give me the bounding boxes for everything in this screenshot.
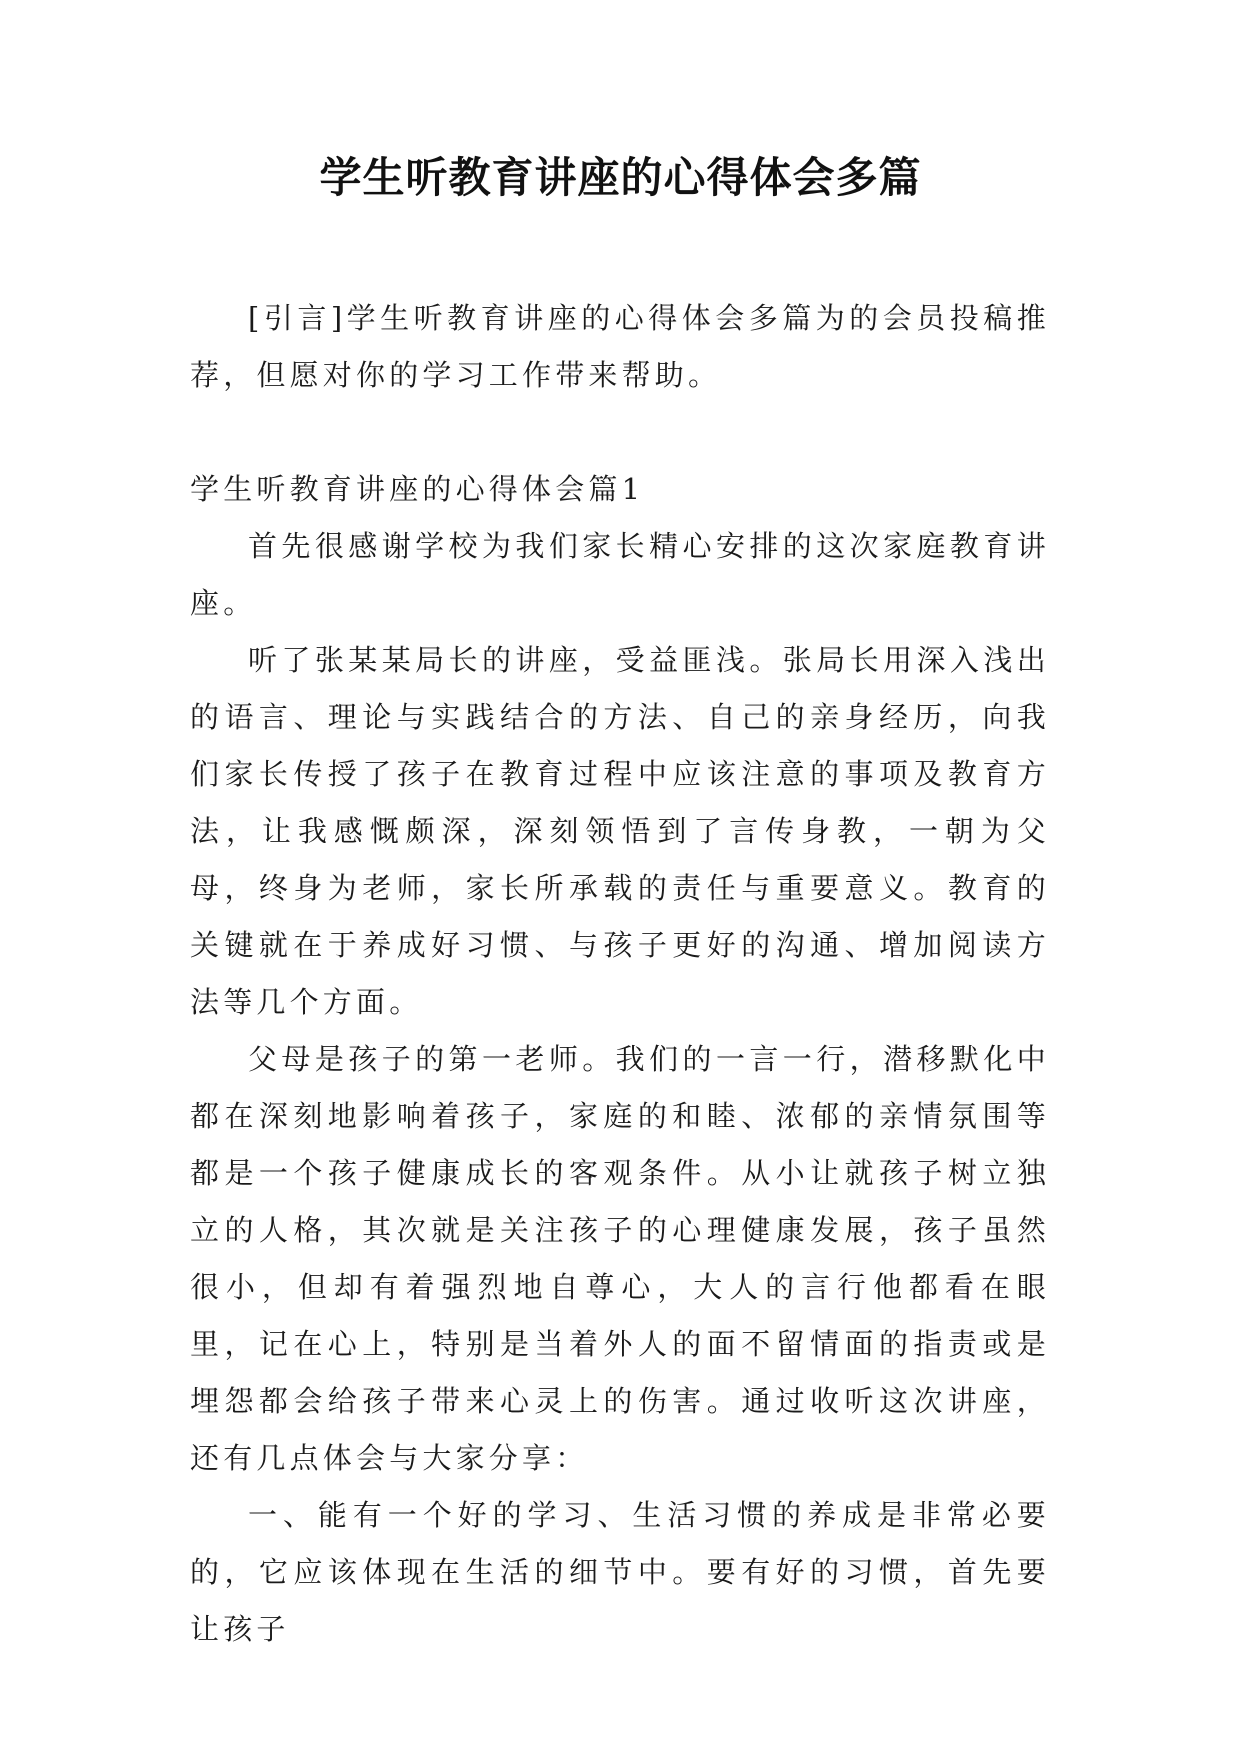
body-paragraph: 听了张某某局长的讲座，受益匪浅。张局长用深入浅出的语言、理论与实践结合的方法、自己的亲身经历，向我们家长传授了孩子在教育过程中应该注意的事项及教育方法，让我感慨颇深，深刻领悟到了言传身教，一朝为父母，终身为老师，家长所承载的责任与重要意义。教育的关键就在于养成好习惯、与孩子更好的沟通、增加阅读方法等几个方面。 [190, 643, 1050, 1019]
intro-paragraph: [引言]学生听教育讲座的心得体会多篇为的会员投稿推荐，但愿对你的学习工作带来帮助。 [190, 301, 1050, 392]
section-heading: 学生听教育讲座的心得体会篇1 [190, 472, 645, 506]
body-paragraph: 父母是孩子的第一老师。我们的一言一行，潜移默化中都在深刻地影响着孩子，家庭的和睦、浓郁的亲情氛围等都是一个孩子健康成长的客观条件。从小让就孩子树立独立的人格，其次就是关注孩子的心理健康发展，孩子虽然很小，但却有着强烈地自尊心，大人的言行他都看在眼里，记在心上，特别是当着外人的面不留情面的指责或是埋怨都会给孩子带来心灵上的伤害。通过收听这次讲座，还有几点体会与大家分享： [190, 1042, 1050, 1475]
document-body [190, 290, 1050, 1658]
body-paragraph: 首先很感谢学校为我们家长精心安排的这次家庭教育讲座。 [190, 529, 1050, 620]
document-title: 学生听教育讲座的心得体会多篇 [319, 153, 922, 202]
body-paragraph: 一、能有一个好的学习、生活习惯的养成是非常必要的，它应该体现在生活的细节中。要有好的习惯，首先要让孩子 [190, 1498, 1050, 1646]
